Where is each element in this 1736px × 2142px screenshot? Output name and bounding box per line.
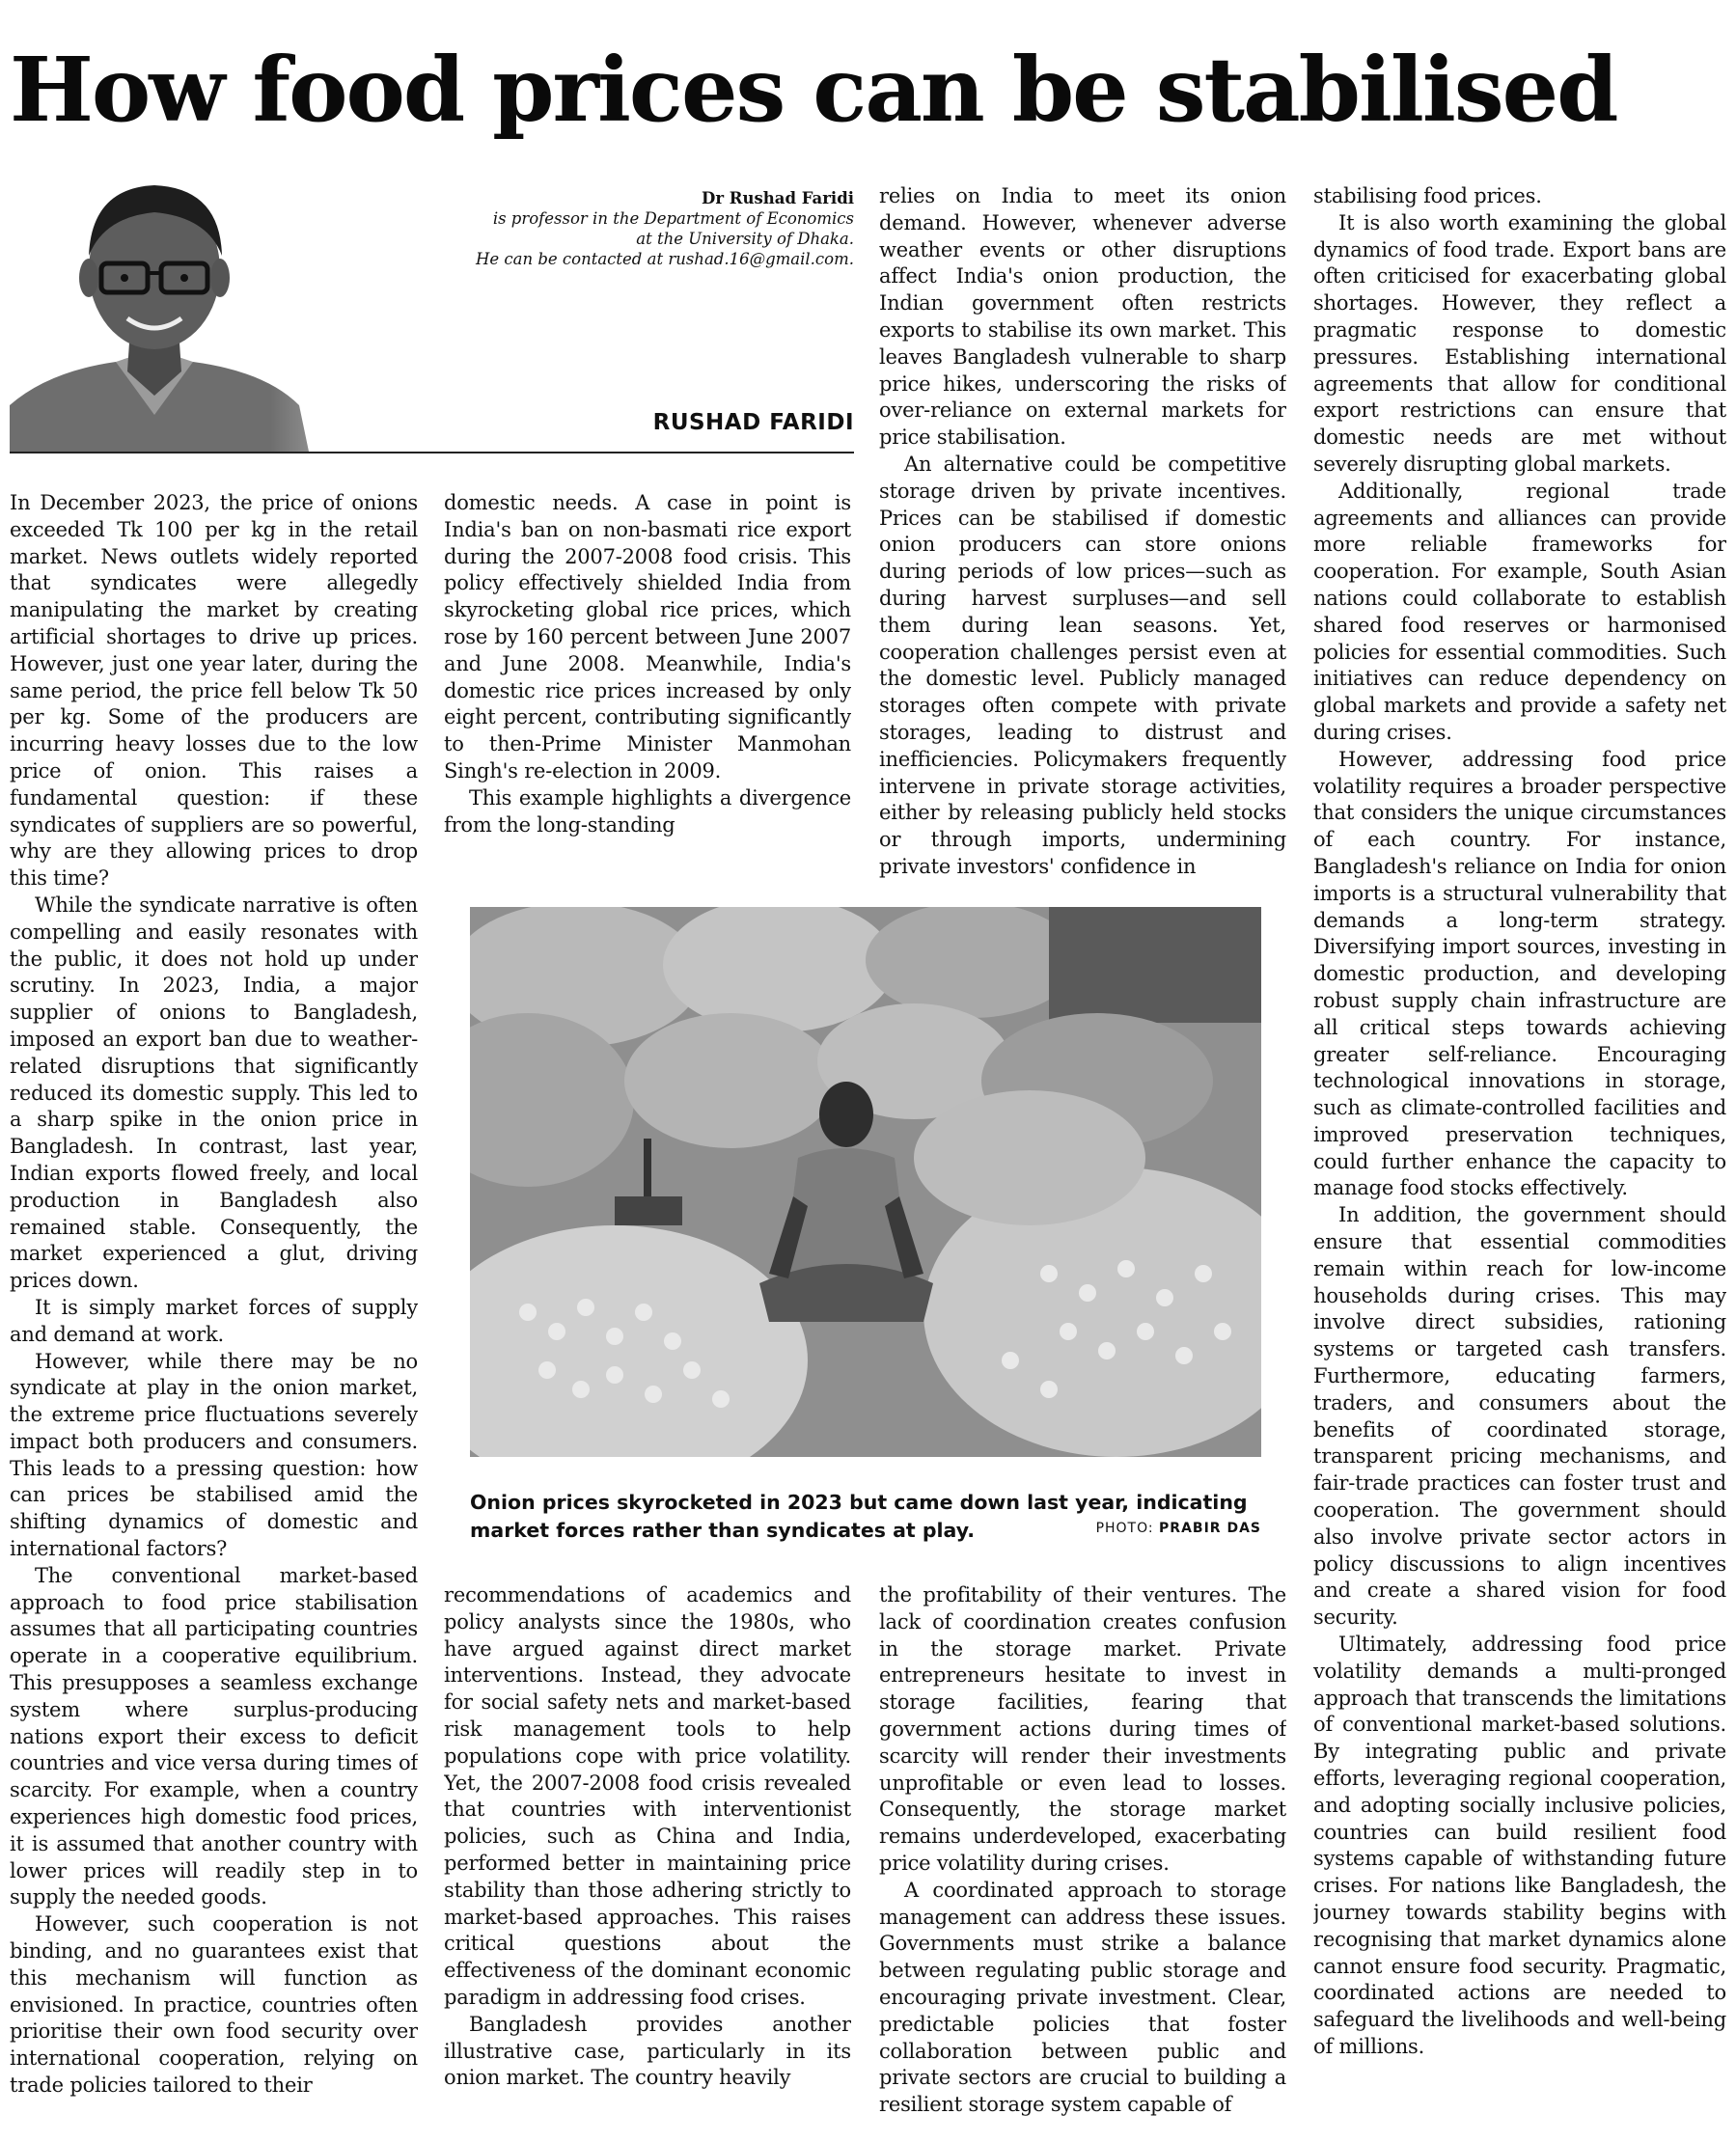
paragraph: However, such cooperation is not binding, and no guarantees exist that this mechanism will function as envisioned. In practice, countries often prioritise their own food security over international cooperation, relying on trade policies tailored to their [10,1912,418,2098]
paragraph: This example highlights a divergence from the long-standing [444,785,851,837]
caption-text: Onion prices skyrocketed in 2023 but came down last year, indicating market forces rather than syndicates at play. [470,1491,1248,1542]
paragraph: The conventional market-based approach to food price stabilisation assumes that all participating countries operate in a cooperative equilibrium. This presupposes a seamless exchange system where surplus-producing nations export their excess to deficit countries and vice versa during times of scarcity. For example, when a country experiences high domestic food prices, it is assumed that another country with lower prices will readily step in to supply the needed goods. [10,1563,418,1909]
paragraph: Ultimately, addressing food price volatility demands a multi-pronged approach that transcends the limitations of conventional market-based solutions. By integrating public and private efforts, leveraging regional cooperation, and adopting socially inclusive policies, countries can build resilient food systems capable of withstanding future crises. For nations like Bangladesh, the journey towards stability begins with recognising that market dynamics alone cannot ensure food security. Pragmatic, coordinated actions are needed to safeguard the livelihoods and well-being of millions. [1313,1633,1726,2058]
paragraph: Additionally, regional trade agreements and alliances can provide more reliable frameworks for cooperation. For example, South Asian nations could collaborate to establish shared food reserves or harmonised policies for essential commodities. Such initiatives can reduce dependency on global markets and provide a safety net during crises. [1313,479,1726,744]
byline: RUSHAD FARIDI [652,410,854,435]
article-column-1 [10,490,418,2138]
paragraph: relies on India to meet its onion demand. However, whenever adverse weather events or other disruptions affect India's onion production, the Indian government often restricts exports to stabilise its own market. This leaves Bangladesh vulnerable to sharp price hikes, underscoring the risks of over-reliance on external markets for price stabilisation. [879,184,1286,450]
paragraph: In addition, the government should ensure that essential commodities remain within reach for low-income households during crises. This may involve direct subsidies, rationing systems or targeted cash transfers. Furthermore, educating farmers, traders, and consumers about the benefits of coordinated storage, transparent pricing mechanisms, and fair-trade practices can foster trust and cooperation. The government should also involve private sector actors in policy discussions to align incentives and create a shared vision for food security. [1313,1203,1726,1630]
paragraph: However, while there may be no syndicate at play in the onion market, the extreme price fluctuations severely impact both producers and consumers. This leads to a pressing question: how can prices be stabilised amid the shifting dynamics of domestic and international factors? [10,1349,418,1561]
byline-divider [10,452,854,453]
paragraph: Bangladesh provides another illustrative case, particularly in its onion market. The country heavily [444,2012,851,2090]
article-column-2-bottom [444,1582,851,2138]
article-column-3-top [879,183,1286,878]
photographer-name: PRABIR DAS [1159,1521,1261,1536]
author-bio-line: He can be contacted at rushad.16@gmail.com. [475,250,854,268]
author-bio-line: is professor in the Department of Economics [492,209,854,228]
paragraph: recommendations of academics and policy analysts since the 1980s, who have argued against direct market interventions. Instead, they advocate for social safety nets and market-based risk management tools to help populations cope with price volatility. Yet, the 2007-2008 food crisis revealed that countries with interventionist policies, such as China and India, performed better in maintaining price stability than those adhering strictly to market-based approaches. This raises critical questions about the effectiveness of the dominant economic paradigm in addressing food crises. [444,1583,851,2009]
article-column-2-top [444,490,851,876]
paragraph: However, addressing food price volatility requires a broader perspective that considers the unique circumstances of each country. For instance, Bangladesh's reliance on India for onion imports is a structural vulnerability that demands a long-term strategy. Diversifying import sources, investing in domestic production, and developing robust supply chain infrastructure are all critical steps towards achieving greater self-reliance. Encouraging technological innovations in storage, such as climate-controlled facilities and improved preservation techniques, could further enhance the capacity to manage food stocks effectively. [1313,747,1726,1200]
article-column-3-bottom [879,1582,1286,2138]
paragraph: It is also worth examining the global dynamics of food trade. Export bans are often criticised for exacerbating global shortages. However, they reflect a pragmatic response to domestic pressures. Establishing international agreements that allow for conditional export restrictions can ensure that domestic needs are met without severely disrupting global markets. [1313,210,1726,476]
paragraph: It is simply market forces of supply and demand at work. [10,1295,418,1346]
author-bio-line: at the University of Dhaka. [636,230,854,248]
paragraph: In December 2023, the price of onions exceeded Tk 100 per kg in the retail market. News outlets widely reported that syndicates were allegedly manipulating the market by creating artificial shortages to drive up prices. However, just one year later, during the same period, the price fell below Tk 50 per kg. Some of the producers are incurring heavy losses due to the low price of onion. This raises a fundamental question: if these syndicates of suppliers are so powerful, why are they allowing prices to drop this time? [10,491,418,891]
paragraph: domestic needs. A case in point is India's ban on non-basmati rice export during the 2007-2008 food crisis. This policy effectively shielded India from skyrocketing global rice prices, which rose by 160 percent between June 2007 and June 2008. Meanwhile, India's domestic rice prices increased by only eight percent, contributing significantly to then-Prime Minister Manmohan Singh's re-election in 2009. [444,491,851,783]
paragraph: stabilising food prices. [1313,184,1542,207]
photo-credit-label: PHOTO: [1095,1521,1154,1536]
onion-market-photo [470,907,1261,1457]
photo-credit [1096,1515,1261,1543]
headline: How food prices can be stabilised [10,38,1617,142]
author-bio [444,188,854,269]
photo-caption [470,1489,1261,1545]
paragraph: While the syndicate narrative is often compelling and easily resonates with the public, it does not hold up under scrutiny. In 2023, India, a major supplier of onions to Bangladesh, imposed an export ban due to weather-related disruptions that significantly reduced its domestic supply. This led to a sharp spike in the onion price in Bangladesh. In contrast, last year, Indian exports flowed freely, and local production in Bangladesh also remained stable. Consequently, the market experienced a glut, driving prices down. [10,892,418,1293]
author-name: Dr Rushad Faridi [702,189,854,207]
paragraph: An alternative could be competitive storage driven by private incentives. Prices can be stabilised if domestic onion producers can store onions during periods of low prices—such as during harvest surpluses—and sell them during lean seasons. Yet, cooperation challenges persist even at the domestic level. Publicly managed storages often compete with private storages, leading to distrust and inefficiencies. Policymakers frequently intervene in private storage activities, either by releasing publicly held stocks or through imports, undermining private investors' confidence in [879,452,1286,878]
paragraph: A coordinated approach to storage management can address these issues. Governments must strike a balance between regulating public storage and encouraging private investment. Clear, predictable policies that foster collaboration between public and private sectors are crucial to building a resilient storage system capable of [879,1878,1286,2117]
author-portrait [10,164,463,452]
article-column-4 [1313,183,1726,2138]
paragraph: the profitability of their ventures. The lack of coordination creates confusion in the storage market. Private entrepreneurs hesitate to invest in storage facilities, fearing that government actions during times of scarcity will render their investments unprofitable or even lead to losses. Consequently, the storage market remains underdeveloped, exacerbating price volatility during crises. [879,1583,1286,1875]
